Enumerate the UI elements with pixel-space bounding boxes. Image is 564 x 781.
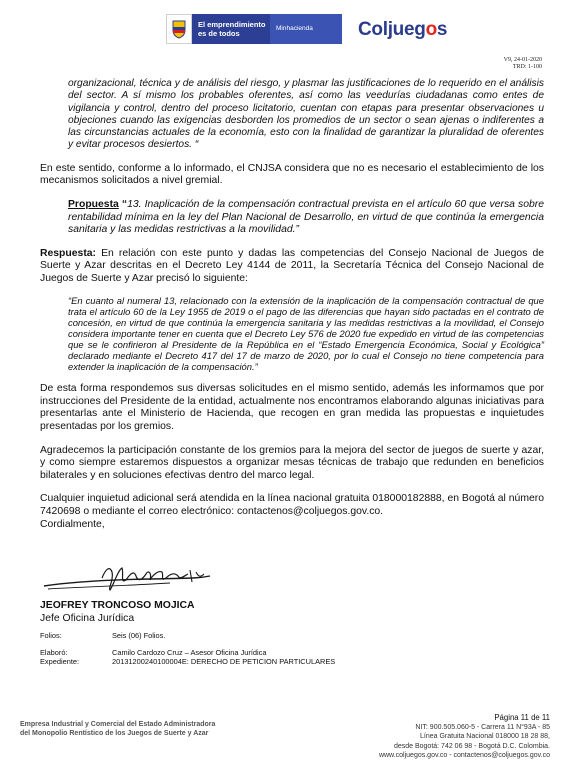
signer-title: Jefe Oficina Jurídica [40, 613, 135, 624]
footer-contact [379, 723, 550, 761]
brand-suffix: s [436, 19, 448, 40]
gov-slogan [192, 14, 270, 44]
coljuegos-logo [358, 19, 447, 41]
signer-name: JEOFREY TRONCOSO MOJICA [40, 600, 195, 611]
contact-line2: Línea Gratuita Nacional 018000 18 28 88, [420, 733, 550, 741]
proposal-block [68, 199, 544, 237]
ministry-label: Minhacienda [270, 14, 342, 44]
closing-salutation: Cordialmente, [40, 518, 105, 530]
document-metadata [40, 631, 335, 667]
contact-line1: NIT: 900.505.060-5 - Carrera 11 N°93A - 85 [415, 724, 550, 731]
handwritten-signature [40, 562, 240, 598]
document-version [504, 57, 542, 71]
quoted-paragraph: organizacional, técnica y de análisis del riesgo, y plasmar las justificaciones de lo requerido en el análisis del sector. A sí mismo los probables oferentes, así como las veedurías ciudadanas como entes de vigilancia y control, dentro del proceso licitatorio, cuentan con etapas para presentar observaciones u objeciones cuando las exigencias desborden los promedios de un sector o sean ajenas o indiferentes a las circunstancias actuales de la economía, esto con la finalidad de garantizar la pluralidad de oferentes y evitar procesos desiertos. “ [68, 78, 544, 151]
version-line: V9, 24-01-2020 [503, 57, 542, 63]
proposal-open-quote: “ [118, 198, 128, 210]
elaboro-label: Elaboró: [40, 648, 68, 658]
contact-line3: desde Bogotá: 742 06 98 - Bogotá D.C. Colombia. [393, 742, 550, 750]
coat-of-arms-icon [166, 14, 192, 44]
expediente-value: 20131200240100004E: DERECHO DE PETICION PARTICULARES [112, 657, 336, 667]
response-paragraph [40, 248, 544, 286]
entity-line2: del Monopolio Rentístico de los Juegos de Suerte y Azar [20, 730, 209, 737]
gov-slogan-line1: El emprendimiento [198, 20, 266, 29]
signer-block [40, 599, 195, 625]
proposal-label: Propuesta [68, 198, 119, 210]
expediente-row [40, 657, 335, 666]
proposal-text: 13. Inaplicación de la compensación contractual prevista en el artículo 60 que versa sobre rentabilidad mínima en la ley del Plan Nacional de Desarrollo, en virtud de que continúa la emergencia sanitaria y las medidas restrictivas a la movilidad.” [68, 198, 545, 236]
paragraph-contacto: Cualquier inquietud adicional será atendida en la línea nacional gratuita 018000182888, en Bogotá al número 7420698 o mediante el correo electrónico: contactenos@coljuegos.gov.co. [40, 493, 544, 517]
response-text: En relación con este punto y dadas las competencias del Consejo Nacional de Juegos de Suerte y Azar descritas en el Decreto Ley 4144 de 2011, la Secretaría Técnica del Consejo Nacional de Juegos de Suerte y Azar precisó lo siguiente: [40, 247, 544, 284]
elaboro-row [40, 648, 335, 657]
paragraph-agradecemos: Agradecemos la participación constante de los gremios para la mejora del sector de juegos de suerte y azar, y como siempre estaremos dispuestos a organizar mesas técnicas de trabajo que redunden en beneficios bilaterales y en soluciones efectivas dentro del marco legal. [40, 444, 544, 481]
gov-slogan-line2: es de todos [198, 29, 240, 38]
folios-row [40, 631, 335, 640]
paragraph-respondemos: De esta forma respondemos sus diversas solicitudes en el mismo sentido, además les informamos que por instrucciones del Presidente de la entidad, actualmente nos encontramos elaborando algunas iniciativas para presentarlas ante el Ministerio de Hacienda, que recogen en gran medida las propuestas e inquietudes presentadas por los gremios. [40, 383, 544, 432]
elaboro-value: Camilo Cardozo Cruz – Asesor Oficina Jurídica [112, 648, 267, 658]
paragraph-sentido: En este sentido, conforme a lo informado, el CNJSA considera que no es necesario el establecimiento de los mecanismos solicitados a nivel gremial. [40, 162, 544, 187]
contact-line4: www.coljuegos.gov.co - contactenos@coljuegos.gov.co [378, 752, 550, 760]
trd-line: TRD: 1-100 [512, 64, 542, 70]
page-number: Página 11 de 11 [494, 713, 550, 722]
footer-entity [20, 720, 215, 738]
expediente-label: Expediente: [40, 657, 80, 667]
folios-label: Folios: [40, 631, 62, 640]
folios-value: Seis (06) Folios. [112, 631, 166, 640]
government-logo [166, 14, 342, 44]
brand-o-icon: o [425, 19, 437, 40]
brand-prefix: Coljueg [358, 19, 426, 40]
response-label: Respuesta: [40, 247, 97, 259]
letter-body [40, 78, 544, 531]
page-header [0, 14, 564, 48]
council-quote: “En cuanto al numeral 13, relacionado con la extensión de la inaplicación de la compensación contractual de que trata el artículo 60 de la Ley 1955 de 2019 o el pago de las diferencias que hayan sido pactadas en el contrato de concesión, en virtud de que continúa la emergencia sanitaria y las medidas restrictivas a la movilidad, el Consejo considera importante tener en cuenta que el Decreto Ley 576 de 2020 fue expedido en virtud de las competencias que se le confirieron al Presidente de la República en el “Estado Emergencia Económica, Social y Ecológica” declarado mediante el Decreto 417 del 17 de marzo de 2020, por lo cual el Consejo no tiene competencia para extender la inaplicación de la compensación.” [68, 294, 544, 373]
entity-line1: Empresa Industrial y Comercial del Estado Administradora [20, 721, 216, 728]
